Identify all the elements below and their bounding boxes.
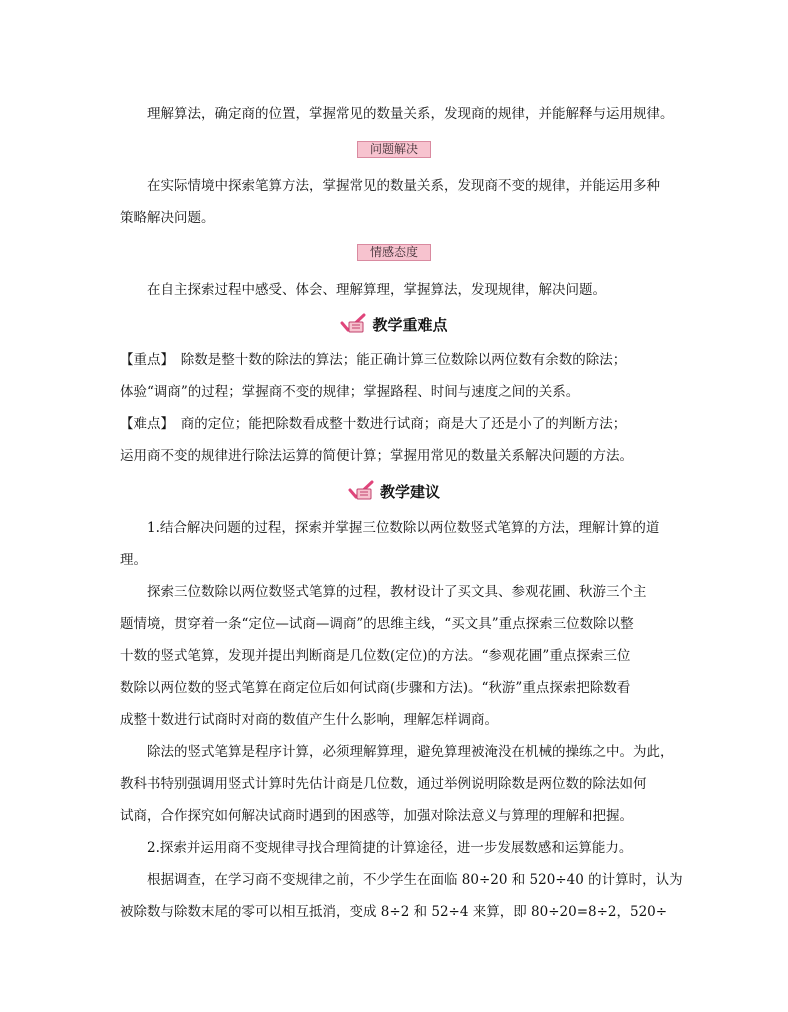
check-book-icon	[340, 313, 366, 335]
text-line: 【难点】 商的定位；能把除数看成整十数进行试商；商是大了还是小了的判断方法；	[120, 416, 627, 432]
section-title: 教学重难点	[372, 315, 448, 334]
text-line: 被除数与除数末尾的零可以相互抵消，变成 8÷2 和 52÷4 来算，即 80÷20=8÷2，520÷	[120, 904, 668, 920]
text-line: 试商，合作探究如何解决试商时遇到的困惑等，加强对除法意义与算理的理解和把握。	[120, 808, 633, 824]
check-book-icon	[348, 480, 374, 502]
text-line: 理。	[120, 552, 147, 568]
section-heading-key-points	[0, 313, 788, 339]
text-line: 2.探索并运用商不变规律寻找合理简捷的计算途径，进一步发展数感和运算能力。	[147, 840, 633, 856]
tag-problem-solving: 问题解决	[357, 141, 431, 158]
section-heading-suggestions	[0, 480, 788, 506]
text-line: 在自主探索过程中感受、体会、理解算理，掌握算法，发现规律，解决问题。	[147, 282, 606, 298]
text-line: 教科书特别强调用竖式计算时先估计商是几位数，通过举例说明除数是两位数的除法如何	[120, 776, 647, 792]
text-line: 探索三位数除以两位数竖式笔算的过程，教材设计了买文具、参观花圃、秋游三个主	[147, 584, 647, 600]
text-line: 理解算法，确定商的位置，掌握常见的数量关系，发现商的规律，并能解释与运用规律。	[147, 106, 674, 122]
text-line: 数除以两位数的竖式笔算在商定位后如何试商(步骤和方法)。“秋游”重点探索把除数看	[120, 680, 631, 696]
text-line: 除法的竖式笔算是程序计算，必须理解算理，避免算理被淹没在机械的操练之中。为此，	[147, 744, 674, 760]
text-line: 十数的竖式笔算，发现并提出判断商是几位数(定位)的方法。“参观花圃”重点探索三位	[120, 648, 631, 664]
text-line: 策略解决问题。	[120, 210, 215, 226]
text-line: 在实际情境中探索笔算方法，掌握常见的数量关系，发现商不变的规律，并能运用多种	[147, 178, 660, 194]
text-line: 题情境，贯穿着一条“定位—试商—调商”的思维主线，“买文具”重点探索三位数除以整	[120, 616, 634, 632]
text-line: 根据调查，在学习商不变规律之前，不少学生在面临 80÷20 和 520÷40 的计算时，认为	[147, 872, 683, 888]
text-line: 体验“调商”的过程；掌握商不变的规律；掌握路程、时间与速度之间的关系。	[120, 384, 580, 400]
section-title: 教学建议	[379, 482, 440, 501]
text-line: 【重点】 除数是整十数的除法的算法；能正确计算三位数除以两位数有余数的除法；	[120, 352, 627, 368]
text-line: 1.结合解决问题的过程，探索并掌握三位数除以两位数竖式笔算的方法，理解计算的道	[147, 520, 660, 536]
tag-attitude: 情感态度	[357, 244, 431, 261]
text-line: 运用商不变的规律进行除法运算的简便计算；掌握用常见的数量关系解决问题的方法。	[120, 448, 633, 464]
text-line: 成整十数进行试商时对商的数值产生什么影响，理解怎样调商。	[120, 712, 498, 728]
